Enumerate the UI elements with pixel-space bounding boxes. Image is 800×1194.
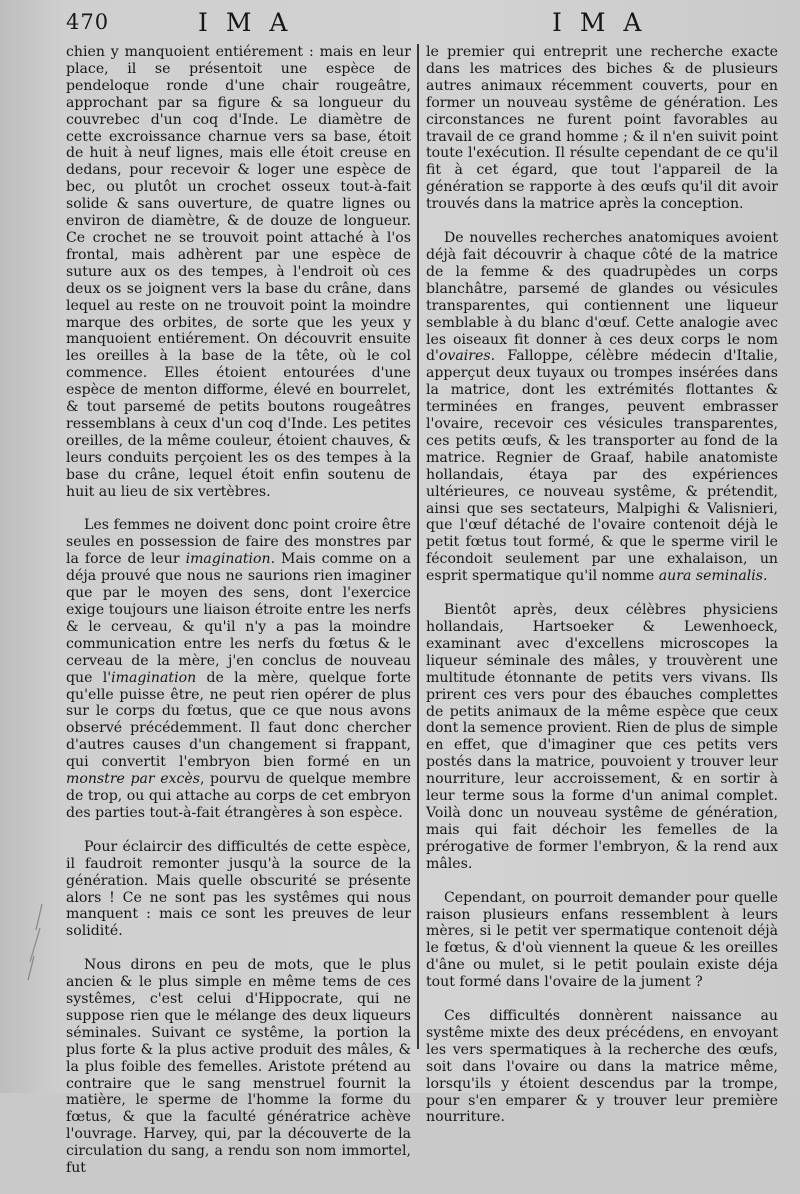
margin-pencil-mark	[22, 900, 52, 990]
italic-text: imagination.	[185, 551, 276, 568]
right-column	[426, 44, 778, 1143]
paragraph	[426, 1008, 778, 1126]
italic-text: aura seminalis.	[658, 568, 768, 585]
paragraph	[66, 839, 411, 940]
paragraph	[426, 890, 778, 991]
text-run: Ces difficultés donnèrent naissance au systême mixte des deux précédens, en envoyant les vers spermatiques à la recherche des œufs, soit dans l'ovaire ou dans la matrice même, lorsqu'ils y étoient descendus par la trompe, pour s'en emparer & y trouver leur première nourriture.	[426, 1008, 778, 1126]
text-run: Bientôt après, deux célèbres physiciens hollandais, Hartsoeker & Lewenhoeck, examinant avec d'excellens microscopes la liqueur séminale des mâles, y trouvèrent une multitude étonnante de petits vers vivans. Ils prirent ces vers pour des ébauches complettes de petits animaux de la même espèce que ceux dont la semence provient. Rien de plus de simple en effet, que d'imaginer que ces petits vers postés dans la matrice, pouvoient y trouver leur nourriture, leur accroissement, & en sortir à leur terme sous la forme d'un animal complet. Voilà donc un nouveau systême de génération, mais qui fait déchoir les femelles de la prérogative de former l'embryon, & la rend aux mâles.	[426, 602, 778, 872]
text-run: le premier qui entreprit une recherche exacte dans les matrices des biches & de plusieurs autres animaux récemment couverts, pour en former un nouveau systême de génération. Les circonstances ne furent point favorables au travail de ce grand homme ; & il n'en suivit point toute l'exécution. Il résulte cependant de ce qu'il fit à cet égard, que tout l'appareil de la génération se rapporte à des œufs qu'il dit avoir trouvés dans la matrice après la conception.	[426, 44, 778, 213]
paragraph	[426, 44, 778, 213]
paragraph	[426, 602, 778, 873]
text-run: Nous dirons en peu de mots, que le plus ancien & le plus simple en même tems de ces systêmes, c'est celui d'Hippocrate, qui ne suppose rien que le mélange des deux liqueurs séminales. Suivant ce systême, la portion la plus forte & la plus active produit des mâles, & la plus foible des femelles. Aristote prétend au contraire que le sang menstruel fournit la matière, le sperme de l'homme la forme du fœtus, & que la faculté génératrice achève l'ouvrage. Harvey, qui, par la découverte de la circulation du sang, a rendu son nom immortel, fut	[66, 957, 411, 1177]
text-run: , pourvu de quelque membre de trop, ou qui attache au corps de cet embryon des parties tout-à-fait étrangères à son espèce.	[66, 771, 412, 821]
running-head-left: I M A	[198, 8, 293, 37]
text-run: De nouvelles recherches anatomiques avoient déjà fait découvrir à chaque côté de la matrice de la femme & des quadrupèdes un corps blanchâtre, parsemé de glandes ou vésicules transparentes, qui contiennent une liqueur semblable à du blanc d'œuf. Cette analogie avec les oiseaux fit donner à ces deux corps le nom d'	[426, 230, 778, 365]
paragraph	[426, 230, 778, 585]
left-column	[66, 44, 411, 1194]
italic-text: monstre par excès	[66, 771, 200, 788]
text-run: Les femmes ne doivent donc point croire être seules en possession de faire des monstres par la force de leur	[66, 517, 411, 568]
text-run: Mais comme on a déja prouvé que nous ne saurions rien imaginer que par le moyen des sens, dont l'exercice exige toujours une liaison étroite entre les nerfs & le cerveau, & qu'il n'y a pas la moindre communication entre les nerfs du fœtus & le cerveau de la mère, j'en conclus de nouveau que l'	[66, 551, 411, 686]
running-head-right: I M A	[552, 8, 647, 37]
paragraph	[66, 957, 411, 1177]
text-run: de la mère, quelque forte qu'elle puisse être, ne peut rien opérer de plus sur le corps du fœtus, que ce que nous avons observé précédemment. Il faut donc chercher d'autres causes d'un changement si frappant, qui convertit l'embryon bien formé en un	[66, 669, 411, 771]
text-run: Cependant, on pourroit demander pour quelle raison plusieurs enfans ressemblent à leurs mères, si le petit ver spermatique contenoit déjà le fœtus, & d'où viennent la queue & les oreilles d'âne ou mulet, si le petit poulain existe déja tout formé dans l'ovaire de la jument ?	[426, 889, 778, 991]
text-run: chien y manquoient entiérement : mais en leur place, il se présentoit une espèce de pendeloque ronde d'une chair rougeâtre, approchant par sa figure & sa longueur du couvrebec d'un coq d'Inde. Le diamètre de cette excroissance charnue vers sa base, étoit de huit à neuf lignes, mais elle étoit creuse en dedans, pour recevoir & loger une espèce de bec, ou plutôt un crochet osseux tout-à-fait solide & sans ouverture, de quatre lignes ou environ de diamètre, & de douze de longueur. Ce crochet ne se trouvoit point attaché à l'os frontal, mais adhèrent par une espèce de suture aux os des tempes, à l'endroit où ces deux os se joignent vers la base du crâne, dans lequel au reste on ne trouvoit point la moindre marque des orbites, de sorte que les yeux y manquoient entiérement. On découvrit ensuite les oreilles à la base de la tête, où le col commence. Elles étoient entourées d'une espèce de menton difforme, élevé en bourrelet, & tout parsemé de petits boutons rougeâtres ressemblans à ceux d'un coq d'Inde. Les petites oreilles, de la même couleur, étoient chauves, & leurs conduits perçoient les os des tempes à la base du crâne, lequel étoit enfin soutenu de huit au lieu de six vertèbres.	[66, 44, 411, 500]
page-header	[0, 6, 800, 40]
italic-text: imagination	[111, 669, 197, 686]
paragraph	[66, 517, 411, 821]
column-divider	[417, 44, 419, 1049]
text-run: Falloppe, célèbre médecin d'Italie, apperçut deux tuyaux ou trompes insérées dans la matrice, dont les extrémités flottantes & terminées en franges, peuvent embrasser l'ovaire, recevoir ces vésicules transparentes, ces petits œufs, & les transporter au fond de la matrice. Regnier de Graaf, habile anatomiste hollandais, étaya par des expériences ultérieures, ce nouveau systême, & prétendit, ainsi que ses sectateurs, Malpighi & Valisnieri, que l'œuf détaché de l'ovaire contenoit déjà le petit fœtus tout formé, & que le sperme viril le fécondoit seulement par une exhalaison, un esprit spermatique qu'il nomme	[426, 348, 778, 585]
paragraph	[66, 44, 411, 500]
italic-text: ovaires.	[438, 348, 496, 365]
text-run: Pour éclaircir des difficultés de cette espèce, il faudroit remonter jusqu'à la source de la génération. Mais quelle obscurité se présente alors ! Ce ne sont pas les systêmes qui nous manquent : mais ce sont les preuves de leur solidité.	[66, 838, 411, 940]
page-number: 470	[66, 10, 110, 34]
